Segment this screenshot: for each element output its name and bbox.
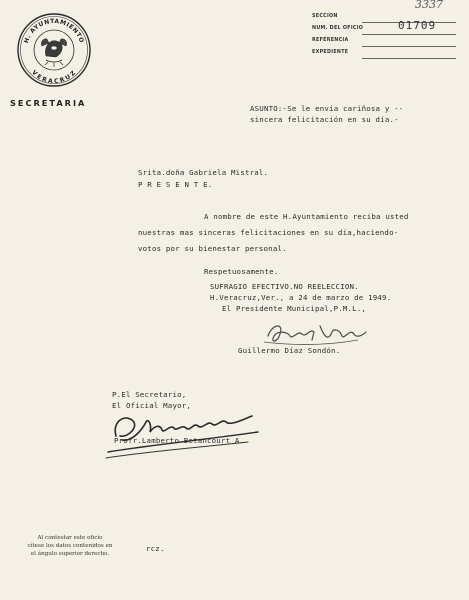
president-title: El Presidente Municipal,P.M.L., [222,304,367,313]
body-line-2: nuestras mas sinceras felicitaciones en su día,haciendo- [138,228,399,237]
footer-line-2: cítese los datos contenidos en [27,543,113,549]
body-line-1: A nombre de este H.Ayuntamiento reciba usted [204,212,409,221]
body-line-3: votos por su bienestar personal. [138,244,287,253]
secretary-signature [102,402,262,466]
secretary-name: Profr.Lamberto Betancourt A. [114,436,245,445]
president-signature [262,314,372,350]
subject-line-1: ASUNTO:-Se le envía cariñosa y -- [250,104,404,113]
svg-text:VERACRUZ [30,69,78,85]
recipient-present: P R E S E N T E. [138,180,213,189]
closing: Respetuosamente. [204,267,279,276]
footer-line-3: el ángulo superior derecho. [30,551,110,557]
subject-line-2: sincera felicitación en su día.- [250,115,399,124]
secretary-line-2: El Oficial Mayor, [112,401,192,410]
file-label: EXPEDIENTE [312,50,349,55]
motto: SUFRAGIO EFECTIVO.NO REELECCION. [210,282,359,291]
footer-note [10,534,130,558]
office-number: 01709 [398,19,437,32]
office-number-label: NUM. DEL OFICIO [312,26,364,31]
department-heading: SECRETARIA [10,98,87,108]
reference-label: REFERENCIA [312,38,349,43]
typist-initials: rcz. [146,544,165,553]
municipal-seal [16,12,92,88]
handwritten-number: 3337 [415,0,443,11]
secretary-line-1: P.El Secretario, [112,390,187,399]
place-date: H.Veracruz,Ver., a 24 de marzo de 1949. [210,293,392,302]
reference-row [306,36,456,48]
file-row [306,48,456,60]
office-number-row [306,19,456,36]
recipient-name: Srita.doña Gabriela Mistral. [138,168,269,177]
seal-top-text: H. AYUNTAMIENTO [22,17,86,45]
reference-box [306,8,456,66]
section-label: SECCION [312,14,338,19]
seal-bottom-text: VERACRUZ [30,69,78,86]
president-name: Guillermo Díaz Sondón. [238,346,341,355]
footer-line-1: Al contestar este oficio [37,535,103,541]
